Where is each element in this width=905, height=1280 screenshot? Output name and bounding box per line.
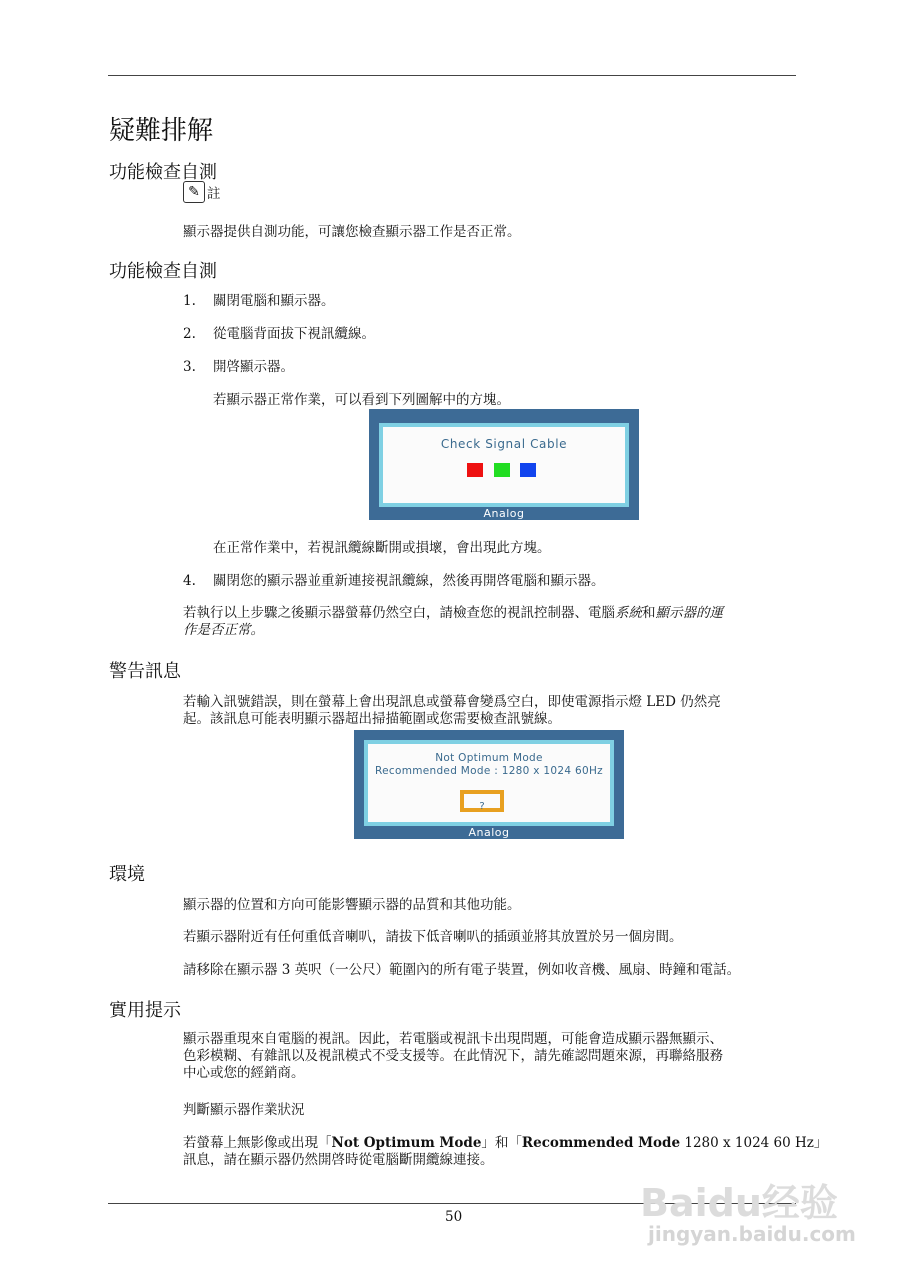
list-number: 3. <box>183 359 196 375</box>
tips-final-paragraph <box>183 1135 828 1169</box>
baidu-watermark-url: jingyan.baidu.com <box>648 1222 856 1246</box>
list-text: 關閉電腦和顯示器。 <box>213 293 335 309</box>
conclusion-line-1 <box>183 605 797 622</box>
blue-square <box>520 463 536 477</box>
page-title: 疑難排解 <box>109 116 214 146</box>
list-item <box>183 359 294 376</box>
section-heading-environment: 環境 <box>109 864 145 885</box>
screen-message-line2: Recommended Mode : 1280 x 1024 60Hz <box>375 765 603 777</box>
conclusion-line-2 <box>183 622 797 639</box>
conclusion-italic-system: 系統 <box>615 605 642 621</box>
environment-p2: 若顯示器附近有任何重低音喇叭，請拔下低音喇叭的插頭並將其放置於另一個房間。 <box>183 929 683 945</box>
tips-line-3: 中心或您的經銷商。 <box>183 1065 305 1081</box>
warning-paragraph <box>183 694 797 728</box>
conclusion-paragraph <box>183 605 797 639</box>
list-text: 關閉您的顯示器並重新連接視訊纜線，然後再開啓電腦和顯示器。 <box>213 573 605 589</box>
after-image-text: 在正常作業中，若視訊纜線斷開或損壞，會出現此方塊。 <box>213 540 551 556</box>
baidu-watermark-logo: Baidu经验 <box>640 1181 838 1225</box>
note-pencil-icon: ✎ <box>183 181 205 203</box>
list-text: 從電腦背面拔下視訊纜線。 <box>213 326 375 342</box>
tips-final-text-a: 若螢幕上無影像或出現「 <box>183 1135 332 1151</box>
top-rule <box>108 75 796 76</box>
tips-line-1: 顯示器重現來自電腦的視訊。因此，若電腦或視訊卡出現問題，可能會造成顯示器無顯示、 <box>183 1031 723 1047</box>
list-number: 1. <box>183 293 196 309</box>
screen-border <box>364 740 614 826</box>
tips-paragraph <box>183 1031 797 1082</box>
section-heading-tips: 實用提示 <box>109 1000 181 1021</box>
question-mark: ? <box>479 801 485 812</box>
analog-label: Analog <box>483 507 525 520</box>
tips-final-line-2: 訊息，請在顯示器仍然開啓時從電腦斷開纜線連接。 <box>183 1152 494 1168</box>
tips-final-text-c: 」和「 <box>481 1135 522 1151</box>
list-item <box>183 573 605 590</box>
green-square <box>494 463 510 477</box>
note-row <box>183 181 221 203</box>
conclusion-text-a: 若執行以上步驟之後顯示器螢幕仍然空白，請檢查您的視訊控制器、電腦 <box>183 605 615 621</box>
list-item <box>183 326 375 343</box>
list-text: 開啓顯示器。 <box>213 359 294 375</box>
tips-final-line-1 <box>183 1135 828 1152</box>
tips-subheading: 判斷顯示器作業狀況 <box>183 1102 305 1118</box>
question-box <box>460 790 504 812</box>
environment-p3: 請移除在顯示器 3 英呎（一公尺）範圍內的所有電子裝置，例如收音機、風扇、時鐘和電話。 <box>183 962 741 978</box>
analog-label: Analog <box>468 826 510 839</box>
red-square <box>467 463 483 477</box>
check-signal-cable-screen <box>369 409 639 520</box>
conclusion-text-and: 和 <box>642 605 656 621</box>
environment-p1: 顯示器的位置和方向可能影響顯示器的品質和其他功能。 <box>183 897 521 913</box>
warning-line-2: 起。該訊息可能表明顯示器超出掃描範圍或您需要檢查訊號線。 <box>183 711 561 727</box>
screen-display <box>368 744 610 822</box>
list-number: 4. <box>183 573 196 589</box>
tips-line-2: 色彩模糊、有雜訊以及視訊模式不受支援等。在此情況下，請先確認問題來源，再聯絡服務 <box>183 1048 723 1064</box>
tips-final-bold-recommended: Recommended Mode <box>521 1135 681 1151</box>
step3-subtext: 若顯示器正常作業，可以看到下列圖解中的方塊。 <box>213 392 510 408</box>
list-number: 2. <box>183 326 196 342</box>
section-heading-self-test: 功能檢查自測 <box>109 162 217 183</box>
page-number: 50 <box>445 1209 463 1225</box>
not-optimum-mode-screen <box>354 730 624 839</box>
warning-line-1: 若輸入訊號錯誤，則在螢幕上會出現訊息或螢幕會變爲空白，即使電源指示燈 LED 仍然亮 <box>183 694 721 710</box>
list-item <box>183 293 335 310</box>
section-heading-self-test-2: 功能檢查自測 <box>109 261 217 282</box>
conclusion-italic-line2: 作是否正常。 <box>183 622 264 638</box>
conclusion-italic-monitor: 顯示器的運 <box>655 605 723 621</box>
screen-message-line1: Not Optimum Mode <box>435 752 543 764</box>
screen-message: Check Signal Cable <box>440 437 568 451</box>
note-label: 註 <box>207 186 221 202</box>
tips-final-text-e: 1280 x 1024 60 Hz」 <box>680 1135 828 1151</box>
note-text: 顯示器提供自測功能，可讓您檢查顯示器工作是否正常。 <box>183 224 521 240</box>
section-heading-warning: 警告訊息 <box>109 661 181 682</box>
tips-final-bold-not-optimum: Not Optimum Mode <box>331 1135 482 1151</box>
screen-border <box>379 423 629 507</box>
screen-display <box>383 427 625 503</box>
